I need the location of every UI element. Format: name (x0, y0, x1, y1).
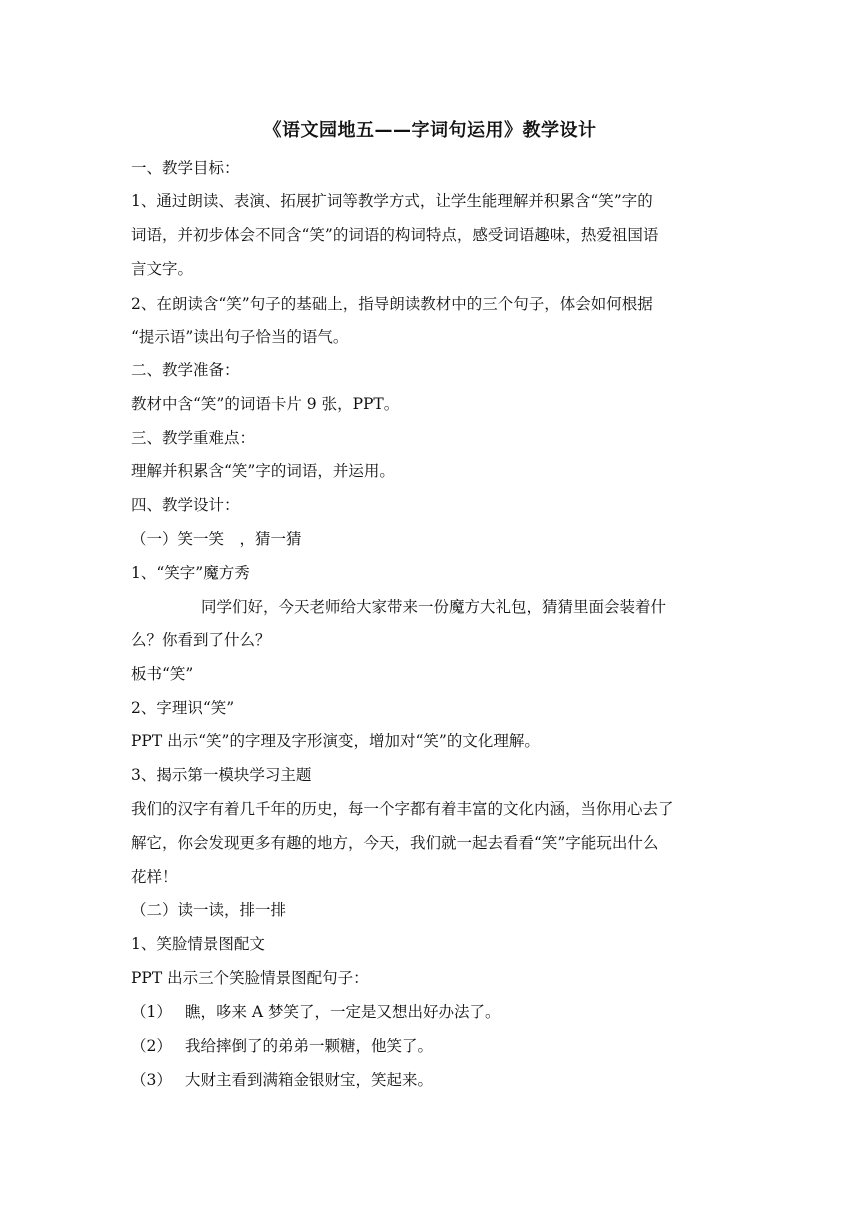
step-heading: 1、“笑字”魔方秀 (131, 564, 250, 582)
sentence-text: 大财主看到满箱金银财宝，笑起来。 (185, 1071, 434, 1089)
sentence-item (131, 1069, 731, 1091)
paragraph-line: 词语，并初步体会不同含“笑”的词语的构词特点，感受词语趣味，热爱祖国语 (131, 226, 659, 244)
section-heading-preparation: 二、教学准备： (131, 361, 240, 379)
subsection-heading: （一）笑一笑 ，猜一猜 (131, 530, 302, 548)
paragraph-line: 同学们好，今天老师给大家带来一份魔方大礼包，猜猜里面会装着什 (201, 598, 667, 616)
paragraph-line: 理解并积累含“笑”字的词语，并运用。 (131, 462, 395, 480)
step-heading: 2、字理识“笑” (131, 699, 235, 717)
section-heading-design: 四、教学设计： (131, 496, 240, 514)
section-heading-objectives: 一、教学目标： (131, 159, 240, 177)
paragraph-line: 言文字。 (131, 260, 194, 278)
sentence-number: （3） (131, 1071, 172, 1089)
step-heading: 3、揭示第一模块学习主题 (131, 766, 312, 784)
paragraph-line: 1、通过朗读、表演、拓展扩词等教学方式，让学生能理解并积累含“笑”字的 (131, 192, 653, 210)
paragraph-line: 板书“笑” (131, 665, 194, 683)
paragraph-line: PPT 出示三个笑脸情景图配句子： (131, 969, 369, 987)
sentence-number: （2） (131, 1037, 172, 1055)
paragraph-line: 我们的汉字有着几千年的历史，每一个字都有着丰富的文化内涵，当你用心去了 (131, 800, 674, 818)
section-heading-key-points: 三、教学重难点： (131, 429, 256, 447)
paragraph-line: PPT 出示“笑”的字理及字形演变，增加对“笑”的文化理解。 (131, 732, 540, 750)
document-title: 《语文园地五——字词句运用》教学设计 (263, 120, 597, 141)
sentence-item (131, 1001, 731, 1023)
paragraph-line: 2、在朗读含“笑”句子的基础上，指导朗读教材中的三个句子，体会如何根据 (131, 295, 653, 313)
paragraph-line: “提示语”读出句子恰当的语气。 (131, 328, 349, 346)
paragraph-line: 解它，你会发现更多有趣的地方，今天，我们就一起去看看“笑”字能玩出什么 (131, 834, 659, 852)
sentence-item (131, 1035, 731, 1057)
paragraph-line: 教材中含“笑”的词语卡片 9 张，PPT。 (131, 395, 400, 413)
paragraph-line: 花样！ (131, 868, 178, 886)
paragraph-line: 么？你看到了什么？ (131, 631, 271, 649)
step-heading: 1、笑脸情景图配文 (131, 935, 265, 953)
subsection-heading: （二）读一读，排一排 (131, 901, 287, 919)
sentence-text: 瞧，哆来 A 梦笑了，一定是又想出好办法了。 (185, 1003, 501, 1021)
sentence-text: 我给摔倒了的弟弟一颗糖，他笑了。 (185, 1037, 434, 1055)
sentence-number: （1） (131, 1003, 172, 1021)
